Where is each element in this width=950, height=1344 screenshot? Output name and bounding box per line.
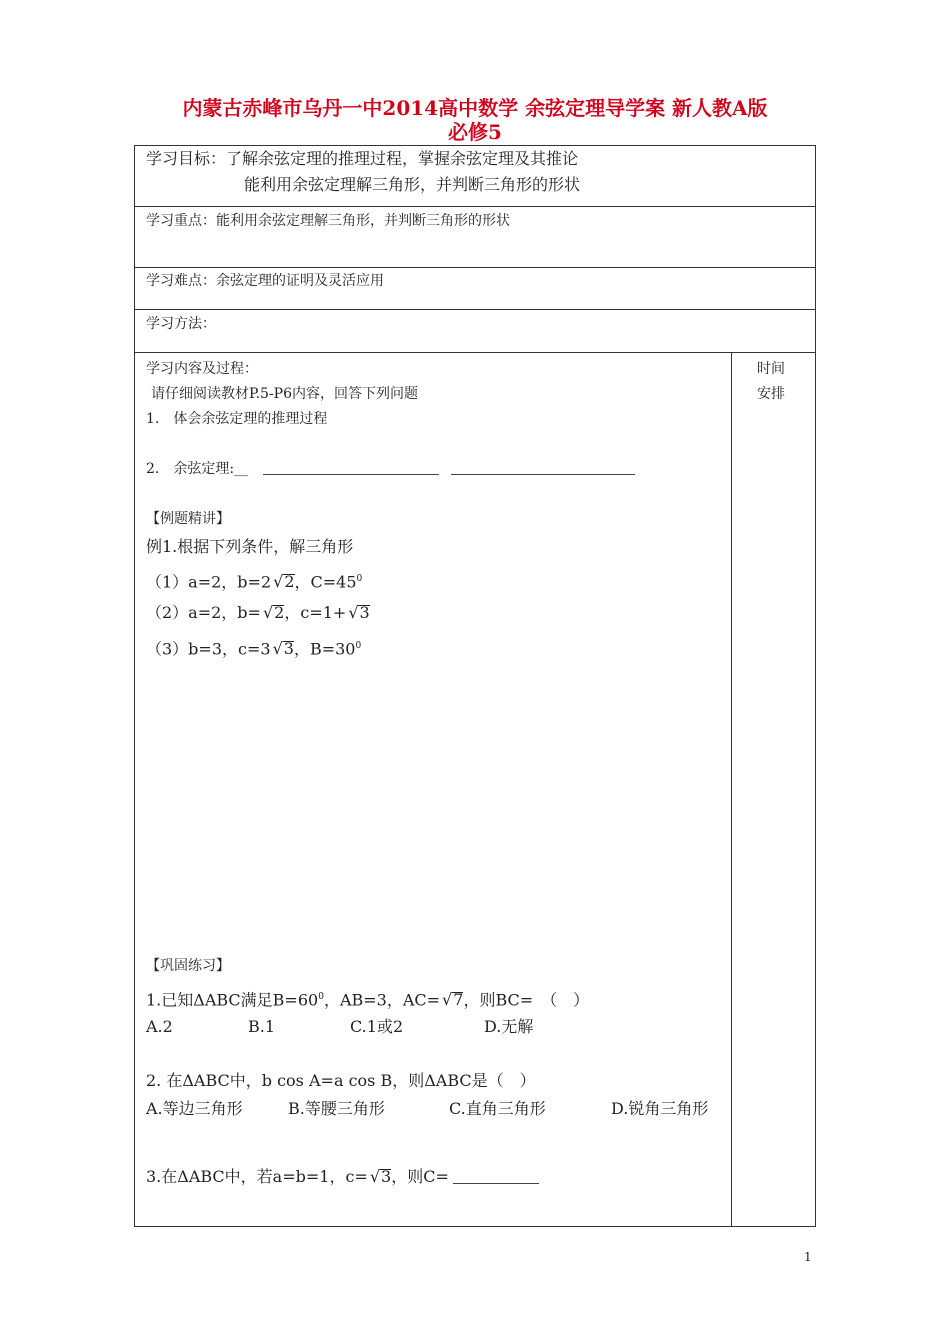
question-3 [146, 1168, 539, 1186]
example-1-part-c: ，C=45 [294, 572, 357, 592]
answer-blank-2[interactable] [451, 460, 635, 475]
difficulty: 学习难点：余弦定理的证明及灵活应用 [146, 273, 384, 289]
row-divider-method [134, 352, 816, 353]
answer-blank-3[interactable] [453, 1169, 539, 1184]
objectives-line-1: 学习目标：了解余弦定理的推理过程，掌握余弦定理及其推论 [146, 149, 579, 168]
schedule-label: 安排 [757, 386, 785, 402]
sqrt-expression: √ 3 [380, 1169, 391, 1184]
question-2-option-a: A.等边三角形 [146, 1099, 243, 1118]
question-1-option-b: B.1 [248, 1017, 276, 1036]
row-divider-difficulty [134, 309, 816, 310]
example-1-part-a: （1）a=2，b=2 [146, 572, 272, 592]
question-1-part-a: 1.已知ΔABC满足B=60 [146, 990, 319, 1010]
example-intro: 例1.根据下列条件，解三角形 [146, 537, 354, 556]
example-2-part-c: ，c=1+ [284, 603, 347, 622]
degree-superscript: 0 [318, 992, 324, 1002]
item-1: 1. 体会余弦定理的推理过程 [146, 411, 328, 427]
page-number: 1 [804, 1250, 812, 1264]
method: 学习方法： [146, 316, 216, 332]
title-line-1: 内蒙古赤峰市乌丹一中2014高中数学 余弦定理导学案 新人教A版 [182, 96, 768, 120]
degree-superscript: 0 [356, 574, 363, 584]
example-3-part-c: ，B=30 [293, 639, 356, 659]
example-1 [146, 570, 362, 591]
sqrt-expression: √ 3 [358, 605, 369, 620]
title-line-2: 必修5 [448, 120, 502, 144]
sqrt-expression: √ 3 [283, 641, 294, 656]
examples-heading: 【例题精讲】 [146, 511, 230, 527]
content-header: 学习内容及过程： [146, 361, 258, 377]
question-1-part-b: ，AB=3，AC= [323, 990, 441, 1010]
degree-superscript: 0 [355, 641, 362, 651]
answer-blank-1[interactable] [263, 460, 439, 475]
row-divider-keypoint [134, 267, 816, 268]
question-2-option-c: C.直角三角形 [449, 1099, 546, 1118]
row-divider-objectives [134, 206, 816, 207]
question-1-option-a: A.2 [146, 1017, 173, 1036]
example-2-part-a: （2）a=2，b= [146, 603, 261, 622]
objectives-line-2: 能利用余弦定理解三角形，并判断三角形的形状 [244, 175, 581, 194]
question-1-part-c: ，则BC= （ ） [463, 990, 590, 1010]
key-point: 学习重点：能利用余弦定理解三角形，并判断三角形的形状 [146, 213, 510, 229]
question-2-option-d: D.锐角三角形 [611, 1099, 709, 1118]
sqrt-expression: √ 7 [452, 992, 463, 1007]
worksheet-table [134, 145, 816, 1227]
question-2: 2. 在ΔABC中，b cos A=a cos B，则ΔABC是（ ） [146, 1071, 536, 1090]
example-2 [146, 604, 370, 622]
time-label: 时间 [757, 361, 785, 377]
sqrt-expression: √ 2 [283, 574, 294, 589]
item-2-label: 2. 余弦定理:__ [146, 461, 249, 477]
example-3 [146, 637, 361, 658]
question-1 [146, 988, 589, 1009]
practice-heading: 【巩固练习】 [146, 958, 230, 974]
question-2-option-b: B.等腰三角形 [288, 1099, 385, 1118]
sqrt-expression: √ 2 [273, 605, 284, 620]
time-column-divider [731, 352, 732, 1227]
question-3-part-b: ，则C= [391, 1167, 449, 1186]
question-1-option-c: C.1或2 [350, 1017, 404, 1036]
example-3-part-a: （3）b=3，c=3 [146, 639, 271, 659]
question-3-part-a: 3.在ΔABC中，若a=b=1，c= [146, 1167, 368, 1186]
question-1-option-d: D.无解 [484, 1017, 534, 1036]
item-2 [146, 460, 635, 478]
document-title [130, 96, 820, 144]
reading-instruction: 请仔细阅读教材P.5-P6内容，回答下列问题 [151, 386, 418, 402]
